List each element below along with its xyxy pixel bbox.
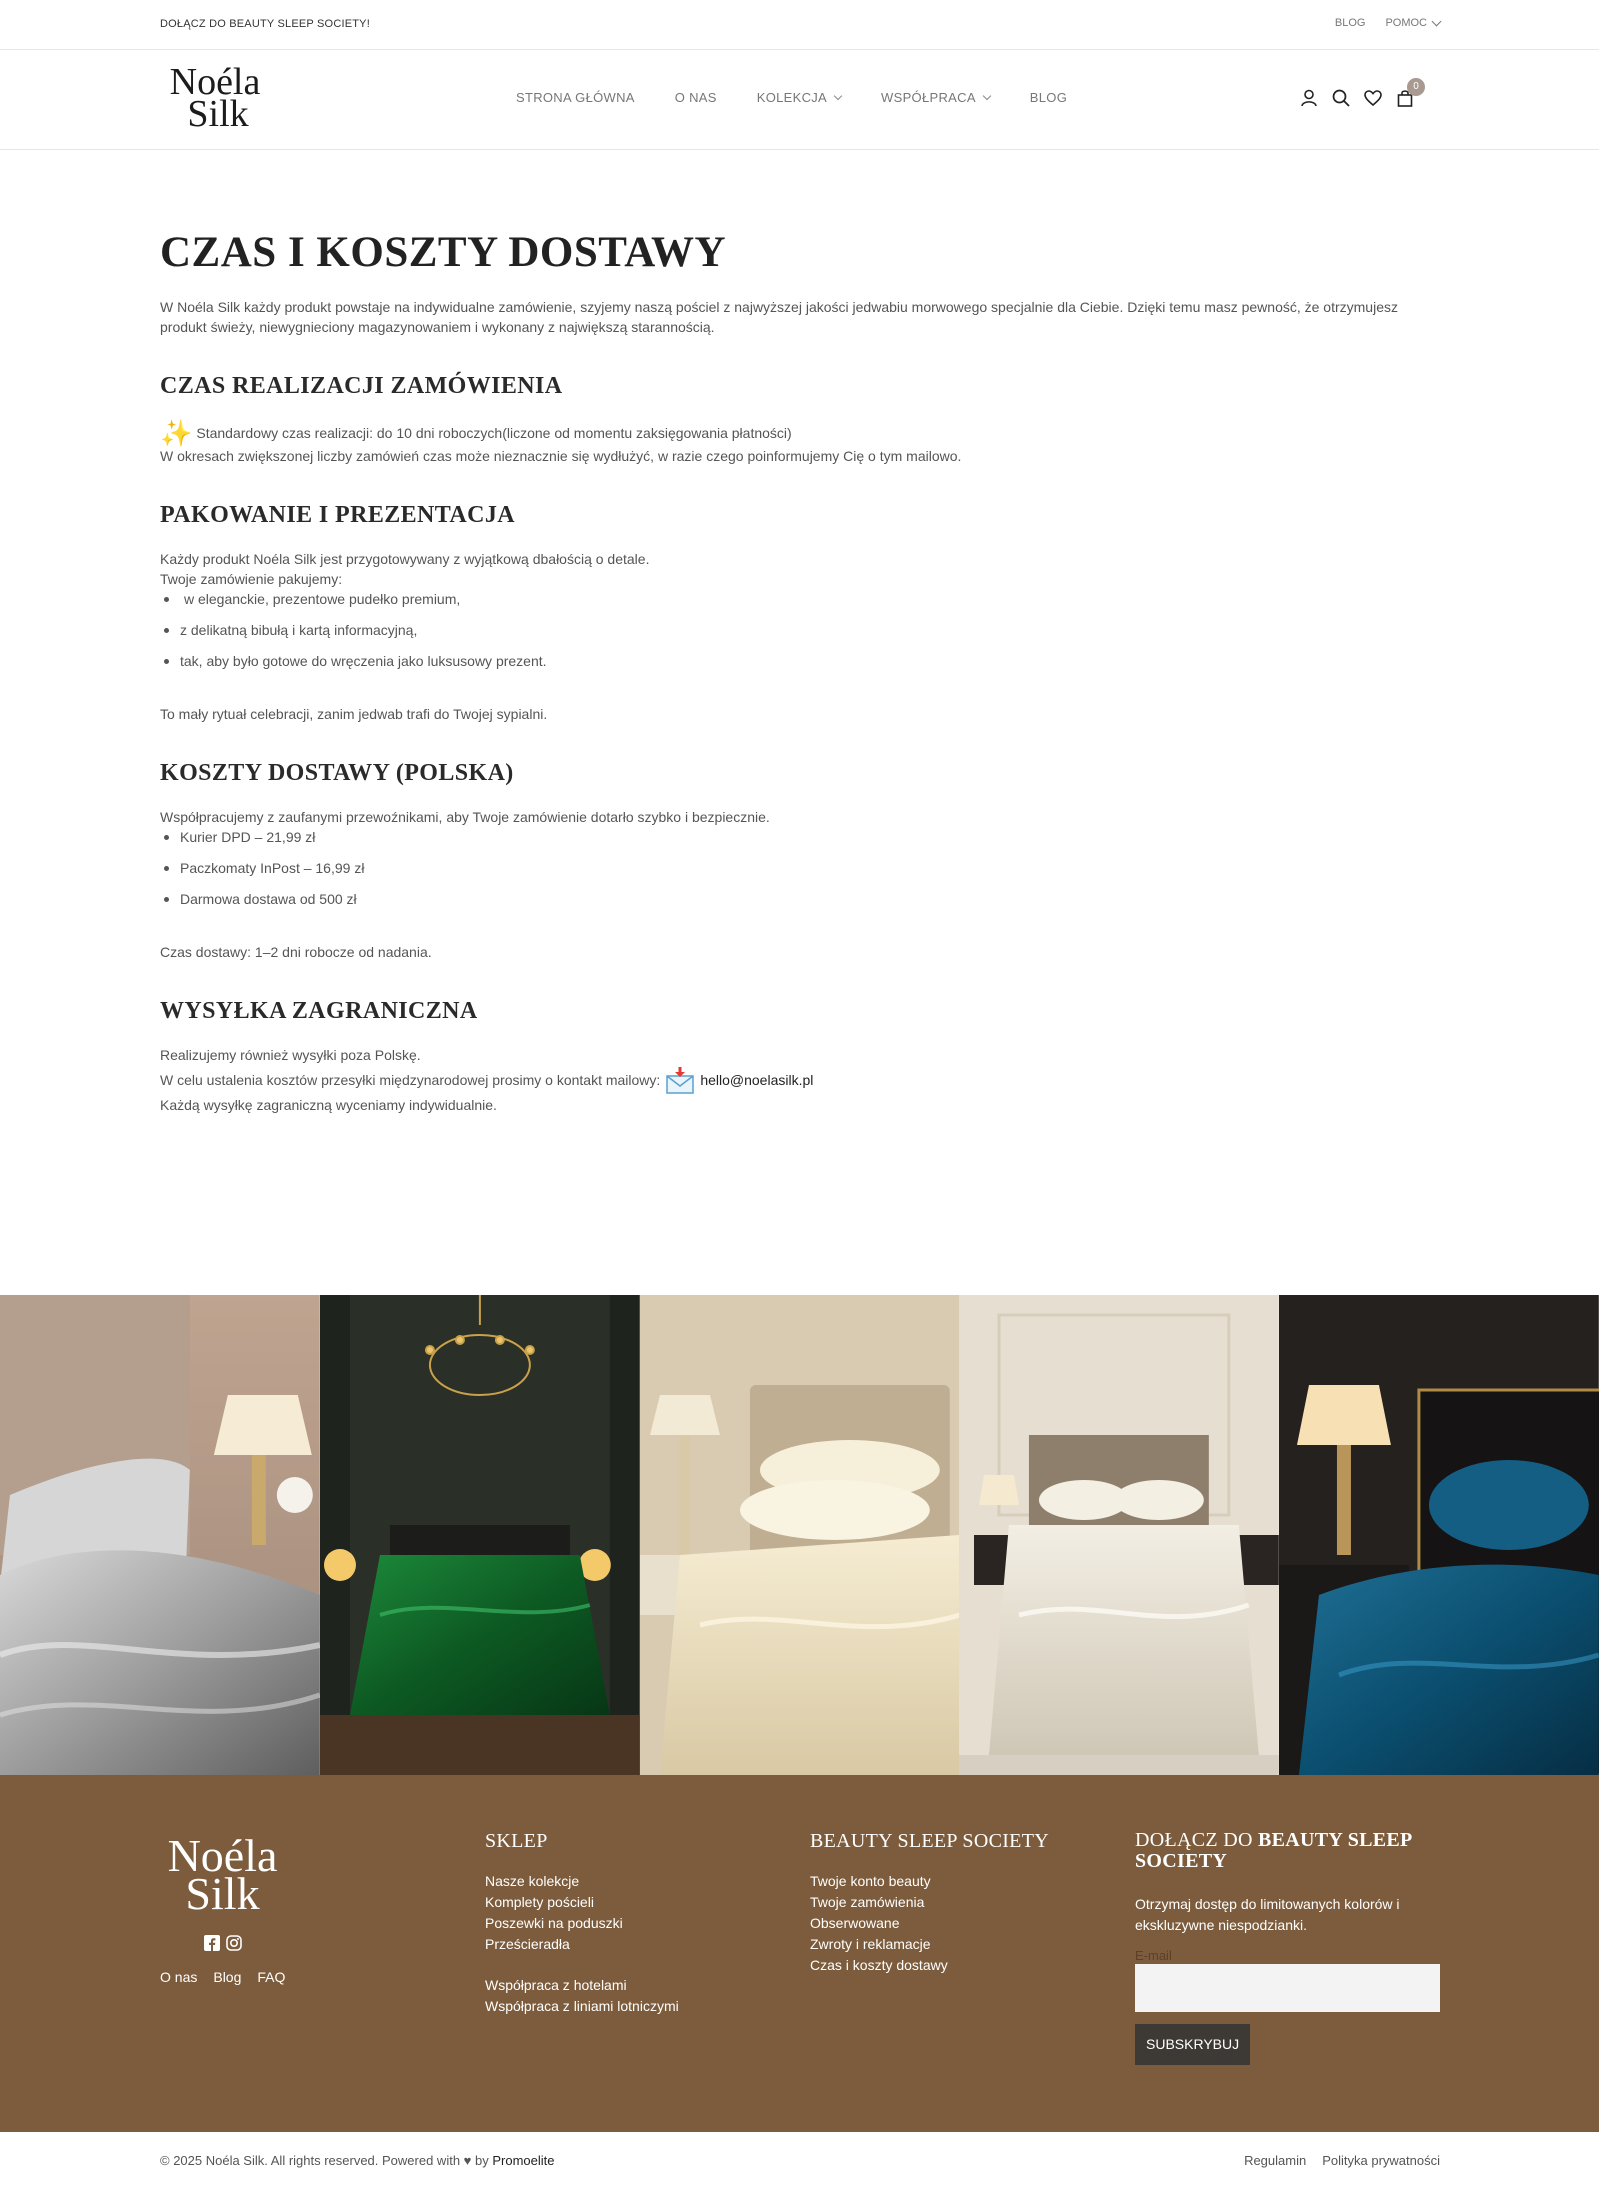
list-item: tak, aby było gotowe do wręczenia jako luksusowy prezent. <box>160 651 1440 682</box>
top-bar <box>0 0 1599 50</box>
instagram-icon[interactable] <box>226 1935 242 1951</box>
top-links <box>1335 17 1440 29</box>
gallery-image-ivory <box>959 1295 1279 1775</box>
main-content <box>160 228 1440 1115</box>
footer-newsletter-column <box>1135 1830 1440 2065</box>
footer-link-about[interactable]: O nas <box>160 1969 198 1985</box>
terms-link[interactable]: Regulamin <box>1244 2153 1307 2168</box>
international-note: Każdą wysyłkę zagraniczną wyceniamy indywidualnie. <box>160 1097 497 1113</box>
top-blog-link[interactable]: BLOG <box>1334 17 1366 29</box>
copyright <box>160 2153 555 2168</box>
gallery-image-emerald <box>320 1295 640 1775</box>
chevron-down-icon <box>983 91 991 99</box>
main-header <box>0 50 1599 150</box>
footer-shop-link[interactable]: Prześcieradła <box>485 1936 570 1952</box>
footer-shop-link[interactable]: Poszewki na poduszki <box>485 1915 623 1931</box>
section-heading-international: WYSYŁKA ZAGRANICZNA <box>160 998 478 1024</box>
cart-icon[interactable] <box>1395 81 1419 108</box>
international-contact-text: W celu ustalenia kosztów przesyłki międzynarodowej prosimy o kontakt mailowy: <box>160 1072 661 1088</box>
heart-icon[interactable] <box>1363 88 1383 108</box>
logo-line2: Silk <box>187 93 249 135</box>
newsletter-email-input[interactable] <box>1135 1964 1440 2012</box>
footer-society-heading: BEAUTY SLEEP SOCIETY <box>810 1830 1049 1852</box>
facebook-icon[interactable] <box>204 1935 220 1951</box>
footer-society-column <box>810 1830 1090 1976</box>
list-item: Darmowa dostawa od 500 zł <box>160 889 1440 920</box>
international-contact <box>160 1065 1440 1095</box>
promo-link[interactable]: DOŁĄCZ DO BEAUTY SLEEP SOCIETY! <box>160 18 370 30</box>
social-icons <box>204 1935 410 1951</box>
site-logo[interactable] <box>160 61 270 135</box>
list-item: Kurier DPD – 21,99 zł <box>160 827 1440 858</box>
shipping-list <box>160 827 1440 920</box>
footer-quick-links <box>160 1969 410 1985</box>
help-label: POMOC <box>1385 17 1427 29</box>
bedroom-gallery <box>0 1295 1599 1775</box>
newsletter-heading-part1: DOŁĄCZ DO <box>1135 1829 1258 1851</box>
list-item: Paczkomaty InPost – 16,99 zł <box>160 858 1440 889</box>
newsletter-heading-part2: BEAUTY SLEEP SOCIETY <box>1135 1829 1412 1872</box>
packaging-outro: To mały rytuał celebracji, zanim jedwab trafi do Twojej sypialni. <box>160 706 548 722</box>
gallery-image-teal <box>1279 1295 1599 1775</box>
nav-cooperation-label: WSPÓŁPRACA <box>881 90 976 105</box>
realization-line <box>160 420 1440 446</box>
footer-shop-link[interactable]: Współpraca z liniami lotniczymi <box>485 1998 679 2014</box>
header-icons <box>1299 81 1419 108</box>
footer-shop-link[interactable]: Komplety pościeli <box>485 1894 594 1910</box>
nav-collection[interactable] <box>757 90 841 105</box>
footer-brand-column <box>160 1830 410 1985</box>
footer-shop-column <box>485 1830 765 2017</box>
packaging-lead: Twoje zamówienie pakujemy: <box>160 571 343 587</box>
gallery-image-cream <box>640 1295 960 1775</box>
email-label: E-mail <box>1135 1948 1172 1963</box>
packaging-list <box>160 589 1440 682</box>
cart-count-badge: 0 <box>1407 78 1425 96</box>
search-icon[interactable] <box>1331 88 1351 108</box>
footer-link-blog[interactable]: Blog <box>213 1969 242 1985</box>
footer-society-link[interactable]: Obserwowane <box>810 1915 900 1931</box>
contact-email-link[interactable]: hello@noelasilk.pl <box>700 1072 814 1088</box>
envelope-icon <box>664 1065 696 1095</box>
shipping-intro: Współpracujemy z zaufanymi przewoźnikami, aby Twoje zamówienie dotarło szybko i bezpiecznie. <box>160 809 770 825</box>
footer-logo[interactable] <box>160 1830 285 1919</box>
footer-logo-line2: Silk <box>185 1868 260 1919</box>
footer-shop-link[interactable]: Współpraca z hotelami <box>485 1977 627 1993</box>
section-heading-shipping-costs: KOSZTY DOSTAWY (POLSKA) <box>160 760 514 786</box>
list-item: z delikatną bibułą i kartą informacyjną, <box>160 620 1440 651</box>
copyright-text: © 2025 Noéla Silk. All rights reserved. Powered with ♥ by <box>160 2153 489 2168</box>
newsletter-text: Otrzymaj dostęp do limitowanych kolorów i ekskluzywne niespodzianki. <box>1135 1896 1400 1933</box>
chevron-down-icon <box>834 91 842 99</box>
newsletter-heading <box>1135 1830 1440 1872</box>
subscribe-button[interactable]: SUBSKRYBUJ <box>1135 2024 1250 2065</box>
footer-shop-link[interactable]: Nasze kolekcje <box>485 1873 580 1889</box>
footer-society-link[interactable]: Zwroty i reklamacje <box>810 1936 931 1952</box>
legal-links <box>1244 2153 1440 2168</box>
nav-about[interactable]: O NAS <box>674 90 717 105</box>
intro-text: W Noéla Silk każdy produkt powstaje na indywidualne zamówienie, szyjemy naszą pościel z najwyższej jakości jedwabiu morwowego specjalnie dla Ciebie. Dzięki temu masz pewność, że otrzymujesz produkt świeży, niewygnieciony magazynowaniem i wykonany z największą starannością. <box>160 299 1398 335</box>
privacy-link[interactable]: Polityka prywatności <box>1322 2153 1440 2168</box>
section-heading-packaging: PAKOWANIE I PREZENTACJA <box>160 502 516 528</box>
footer-link-faq[interactable]: FAQ <box>257 1969 286 1985</box>
realization-standard-text: Standardowy czas realizacji: do 10 dni roboczych(liczone od momentu zaksięgowania płatności) <box>196 425 792 441</box>
chevron-down-icon <box>1432 16 1442 26</box>
gallery-image-silver <box>0 1295 320 1775</box>
section-heading-realization: CZAS REALIZACJI ZAMÓWIENIA <box>160 373 563 399</box>
packaging-intro: Każdy produkt Noéla Silk jest przygotowywany z wyjątkową dbałością o detale. <box>160 551 650 567</box>
main-nav <box>516 90 1067 105</box>
bottom-bar <box>0 2132 1599 2188</box>
page-title: CZAS I KOSZTY DOSTAWY <box>160 229 727 276</box>
promoelite-link[interactable]: Promoelite <box>492 2153 555 2168</box>
footer-society-link[interactable]: Czas i koszty dostawy <box>810 1957 948 1973</box>
sparkles-icon: ✨ <box>160 418 193 448</box>
nav-home[interactable]: STRONA GŁÓWNA <box>516 90 635 105</box>
top-help-menu[interactable] <box>1385 17 1440 29</box>
nav-blog[interactable]: BLOG <box>1029 90 1068 105</box>
footer-logo-line1: Noéla <box>167 1830 278 1881</box>
international-intro: Realizujemy również wysyłki poza Polskę. <box>160 1047 421 1063</box>
site-footer <box>0 1775 1599 2132</box>
list-item: w eleganckie, prezentowe pudełko premium, <box>160 589 1440 620</box>
nav-collection-label: KOLEKCJA <box>756 90 828 105</box>
delivery-time: Czas dostawy: 1–2 dni robocze od nadania. <box>160 944 432 960</box>
realization-note: W okresach zwiększonej liczby zamówień czas może nieznacznie się wydłużyć, w razie czego poinformujemy Cię o tym mailowo. <box>160 448 962 464</box>
logo-line1: Noéla <box>169 61 261 103</box>
footer-society-link[interactable]: Twoje zamówienia <box>810 1894 925 1910</box>
nav-cooperation[interactable] <box>881 90 990 105</box>
footer-society-link[interactable]: Twoje konto beauty <box>810 1873 931 1889</box>
user-icon[interactable] <box>1299 88 1319 108</box>
footer-shop-heading: SKLEP <box>485 1830 548 1852</box>
